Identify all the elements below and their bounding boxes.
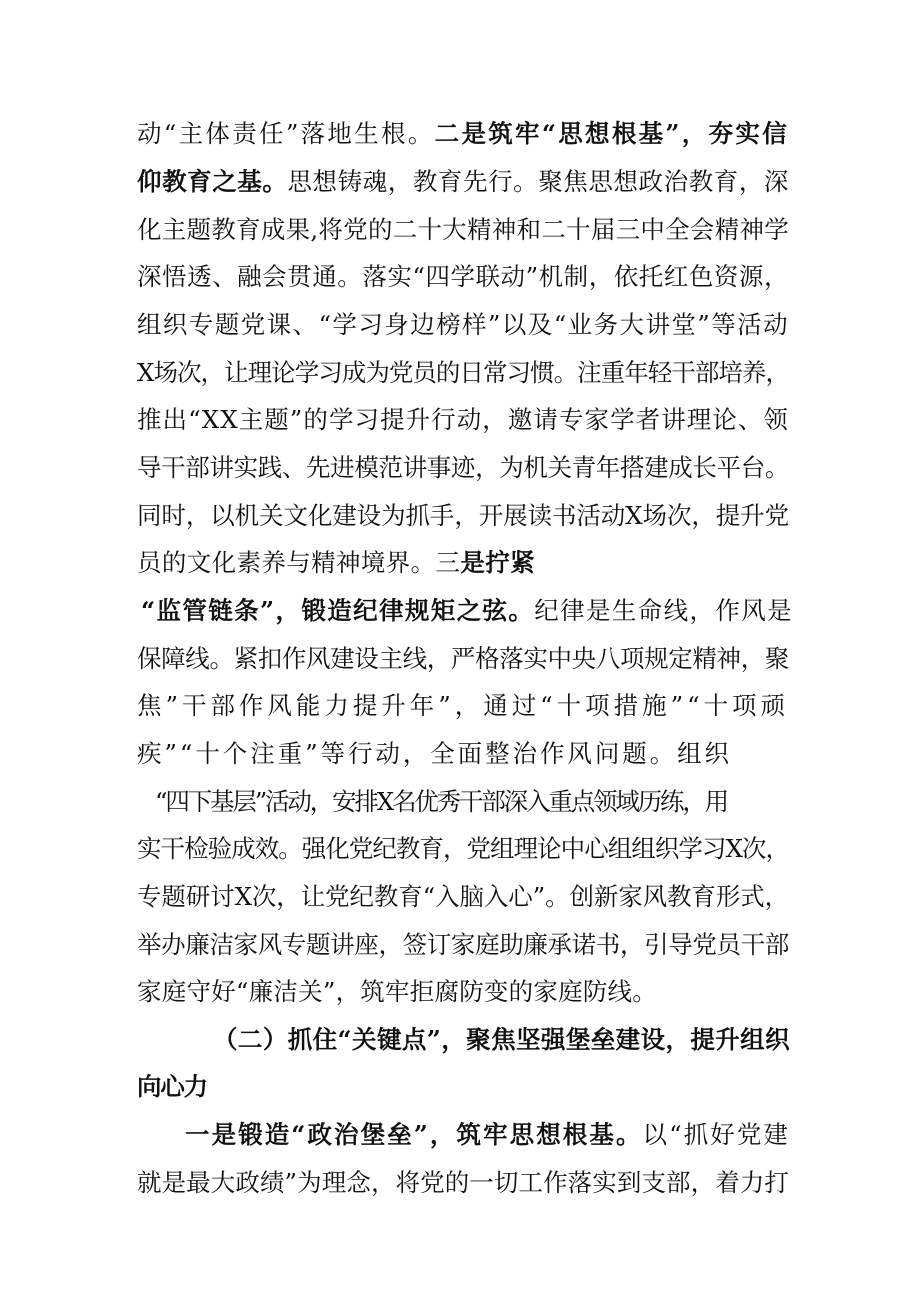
- text-line: [185, 1119, 790, 1151]
- text-run: 员的文化素养与精神境界。三: [137, 548, 461, 577]
- text-run: 专题研讨X次，让党纪教育“入脑入心”。创新家风教育形式，: [137, 882, 789, 911]
- text-run: 纪律是生命线，作风是: [534, 596, 794, 625]
- text-run: “四下基层”活动，安排X名优秀干部深入重点领域历练，用: [155, 787, 727, 816]
- text-run: 以“抓好党建: [642, 1120, 791, 1149]
- text-line: [137, 547, 535, 579]
- text-run: 保障线。紧扣作风建设主线，严格落实中央八项规定精神，聚: [137, 644, 789, 673]
- bold-text: 二是筑牢“思想根基”，夯实信: [434, 119, 789, 148]
- text-run: 同时，以机关文化建设为抓手，开展读书活动X场次，提升党: [137, 501, 789, 530]
- text-line: [137, 404, 789, 436]
- text-line: [137, 1071, 207, 1103]
- bold-text: （二）抓住“关键点”，聚焦坚强堡垒建设，提升组织: [213, 1025, 790, 1054]
- text-line: [137, 214, 789, 246]
- text-run: 组织专题党课、“学习身边榜样”以及“业务大讲堂”等活动: [137, 310, 789, 339]
- text-run: 导干部讲实践、先进模范讲事迹，为机关青年搭建成长平台。: [137, 453, 789, 482]
- text-run: 深悟透、融会贯通。落实“四学联动”机制，依托红色资源，: [137, 262, 789, 291]
- text-run: 思想铸魂，教育先行。聚焦思想政治教育，深: [287, 167, 789, 196]
- text-line: [141, 595, 793, 627]
- text-line: [137, 452, 789, 484]
- text-line: [137, 833, 789, 865]
- text-run: X场次，让理论学习成为党员的日常习惯。注重年轻干部培养，: [137, 358, 789, 387]
- text-run: 动“主体责任”落地生根。: [137, 119, 435, 148]
- bold-text: 向心力: [137, 1072, 207, 1101]
- text-line: [155, 786, 727, 818]
- text-line: [137, 118, 789, 150]
- text-line: [137, 309, 789, 341]
- text-line: [137, 690, 789, 722]
- text-line: [137, 261, 789, 293]
- bold-text: “监管链条”，锻造纪律规矩之弦。: [141, 596, 535, 625]
- text-line: [137, 166, 789, 198]
- text-run: 家庭守好“廉洁关”，筑牢拒腐防变的家庭防线。: [137, 977, 657, 1006]
- text-run: 推出“XX主题”的学习提升行动，邀请专家学者讲理论、领: [137, 405, 789, 434]
- text-line: [137, 1167, 789, 1199]
- text-run: 化主题教育成果,将党的二十大精神和二十届三中全会精神学: [137, 215, 789, 244]
- text-line: [137, 500, 789, 532]
- bold-text: 一是锻造“政治堡垒”，筑牢思想根基。: [185, 1120, 643, 1149]
- text-run: 实干检验成效。强化党纪教育，党组理论中心组组织学习X次，: [137, 834, 789, 863]
- text-run: 焦”干部作风能力提升年”，通过“十项措施”“十项顽: [137, 691, 789, 720]
- text-line: [137, 929, 789, 961]
- bold-text: 仰教育之基。: [137, 167, 288, 196]
- text-line: [137, 738, 732, 770]
- text-line: [137, 881, 789, 913]
- text-line: [213, 1024, 790, 1056]
- text-run: 举办廉洁家风专题讲座，签订家庭助廉承诺书，引导党员干部: [137, 930, 789, 959]
- text-line: [137, 976, 657, 1008]
- text-run: 疾”“十个注重”等行动，全面整治作风问题。组织: [137, 739, 732, 768]
- text-line: [137, 357, 789, 389]
- text-line: [137, 643, 789, 675]
- text-run: 就是最大政绩”为理念，将党的一切工作落实到支部，着力打: [137, 1168, 789, 1197]
- bold-text: 是拧紧: [460, 548, 535, 577]
